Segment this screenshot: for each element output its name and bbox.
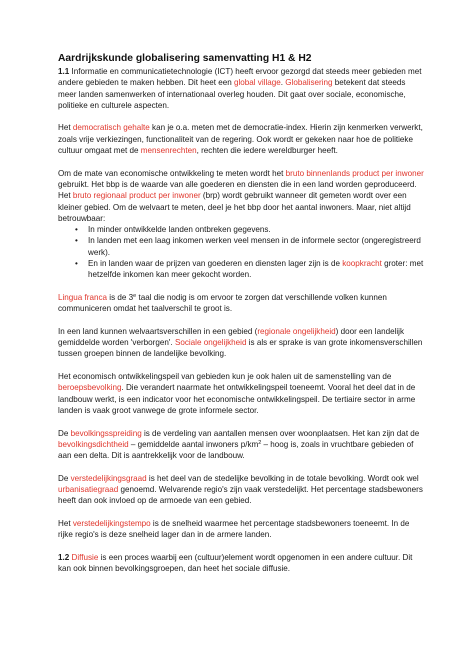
text: De xyxy=(58,428,71,438)
text: En in landen waar de prijzen van goederen en diensten lager zijn is de xyxy=(88,259,343,269)
text: Om de mate van economische ontwikkeling te meten wordt het xyxy=(58,168,286,178)
term-diffusie: Diffusie xyxy=(71,552,99,562)
paragraph-bevolkingsspreiding xyxy=(58,428,424,462)
text: – hoog is, zoals in vruchtbare gebieden of aan een delta. Dit is aantrekkelijk voor de landbouw. xyxy=(58,439,414,461)
paragraph-bbp xyxy=(58,168,424,224)
term-bevolkingsdichtheid: bevolkingsdichtheid xyxy=(58,439,129,449)
term-koopkracht: koopkracht xyxy=(342,259,382,269)
section-number: 1.1 xyxy=(58,67,70,76)
text: De xyxy=(58,473,71,483)
text: (brp) wordt gebruikt wanneer dit gemeten wordt over een kleiner gebied. Om de welvaart te meten, deel je het bbp door het aantal inwoners. Maar, niet altijd betrouwbaar: xyxy=(58,191,411,223)
text: kan je o.a. meten met de democratie-index. Hierin zijn kenmerken verwerkt, zoals vrije verkiezingen, functionaliteit van de regering. Ook wordt er gekeken naar hoe de politieke cultuur omgaat met de xyxy=(58,123,423,156)
paragraph-beroepsbevolking xyxy=(58,371,424,416)
term-mensenrechten: mensenrechten xyxy=(140,146,197,156)
term-sociale-ongelijkheid: Sociale ongelijkheid xyxy=(174,338,247,348)
text: gebruikt. Het bbp is de waarde van alle goederen en diensten die in een land worden geproduceerd. Het xyxy=(58,179,417,201)
superscript: 2 xyxy=(258,439,262,446)
text: – gemiddelde aantal inwoners p/km xyxy=(128,439,259,449)
section-number: 1.2 xyxy=(58,552,70,562)
superscript: e xyxy=(133,292,137,299)
text: groter: met hetzelfde inkomen kan meer gekocht worden. xyxy=(88,259,424,280)
paragraph-verstedelijkingsgraad xyxy=(58,473,424,507)
term-democratisch-gehalte: democratisch gehalte xyxy=(72,123,150,133)
document-title: Aardrijkskunde globalisering samenvatting H1 & H2 xyxy=(58,53,312,64)
text: is de verdeling van aantallen mensen over woonplaatsen. Het kan zijn dat de xyxy=(141,428,420,438)
paragraph-globalisering xyxy=(58,66,424,111)
term-beroepsbevolking: beroepsbevolking xyxy=(58,383,122,393)
list-item: • In minder ontwikkelde landen ontbreken gegevens. xyxy=(88,224,424,235)
paragraph-verstedelijkingstempo xyxy=(58,518,424,541)
text: , rechten die iedere wereldburger heeft. xyxy=(196,146,338,156)
paragraph-lingua-franca xyxy=(58,292,424,315)
bullet-list xyxy=(58,224,424,280)
term-verstedelijkingsgraad: verstedelijkingsgraad xyxy=(70,473,147,483)
text: ) door een landelijk gemiddelde worden 'verborgen'. xyxy=(58,326,405,348)
text: betekent dat steeds meer landen samenwerken of internationaal overleg houden. Dit gaat over sociale, economische, politieke en culturele aspecten. xyxy=(58,78,406,110)
text: is als er sprake is van grote inkomensverschillen tussen groepen binnen de landelijke bevolking. xyxy=(58,338,423,359)
text: is de snelheid waarmee het percentage stadsbewoners toeneemt. In de rijke regio's is deze snelheid lager dan in de armere landen. xyxy=(58,518,410,540)
term-regionale-ongelijkheid: regionale ongelijkheid xyxy=(257,326,336,336)
paragraph-democratisch-gehalte xyxy=(58,122,424,156)
text: genoemd. Welvarende regio's zijn vaak verstedelijkt. Het percentage stadsbewoners heeft dan ook invloed op de armoede van een gebied. xyxy=(58,484,423,506)
text: Het xyxy=(58,123,73,133)
term-bruto-binnenlands-product: bruto binnenlands product per inwoner xyxy=(285,168,424,178)
text: . Die verandert naarmate het ontwikkelingspeil toeneemt. Vooral het deel dat in de landbouw werkt, is een indicator voor het economische ontwikkelingspeil. De tertiaire sector in arme landen is vaak groot vanwege de grote informele sector. xyxy=(58,383,416,415)
term-lingua-franca: Lingua franca xyxy=(58,292,108,302)
text: is de 3 xyxy=(107,292,134,302)
term-global-village: global village xyxy=(233,78,281,88)
paragraph-ongelijkheid xyxy=(58,326,424,360)
text: . xyxy=(280,78,286,88)
text: Het economisch ontwikkelingspeil van gebieden kun je ook halen uit de samenstelling van de xyxy=(58,372,392,382)
term-bevolkingsspreiding: bevolkingsspreiding xyxy=(70,428,142,438)
paragraph-diffusie xyxy=(58,552,424,575)
term-urbanisatiegraad: urbanisatiegraad xyxy=(58,484,119,494)
list-item: • In landen met een laag inkomen werken veel mensen in de informele sector (ongeregistreerd werk). xyxy=(88,235,424,258)
text: Het xyxy=(58,518,73,528)
term-verstedelijkingstempo: verstedelijkingstempo xyxy=(72,518,151,528)
term-bruto-regionaal-product: bruto regionaal product per inwoner xyxy=(72,191,201,201)
text: In een land kunnen welvaartsverschillen in een gebied ( xyxy=(58,326,258,336)
list-item xyxy=(88,258,424,281)
term-globalisering: Globalisering xyxy=(285,78,333,88)
text: is het deel van de stedelijke bevolking in de totale bevolking. Wordt ook wel xyxy=(146,473,419,483)
text: Informatie en communicatietechnologie (ICT) heeft ervoor gezorgd dat steeds meer gebieden met andere gebieden te maken hebben. Dit heet een xyxy=(58,67,422,88)
text: is een proces waarbij een (cultuur)element wordt opgenomen in een andere cultuur. Dit kan ook binnen bevolkingsgroepen, dan heet het sociale diffusie. xyxy=(58,552,413,574)
text: taal die nodig is om ervoor te zorgen dat verschillende volken kunnen communiceren omdat het taalverschil te groot is. xyxy=(58,292,387,314)
